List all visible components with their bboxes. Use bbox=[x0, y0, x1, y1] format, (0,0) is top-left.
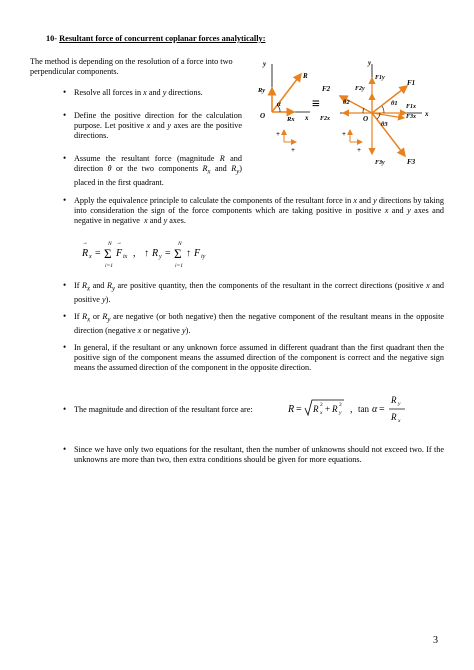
label-x: x bbox=[305, 114, 309, 122]
bullet-2: Define the positive direction for the calculation purpose. Let positive x and y axes are the positive directions. bbox=[74, 111, 242, 141]
left-diagram bbox=[257, 60, 310, 154]
svg-text:tan: tan bbox=[358, 404, 369, 414]
bullet-dot: • bbox=[63, 195, 67, 205]
bullet-3: Assume the resultant force (magnitude R and direction θ or the two components $R_x$ and $R_y$) placed in the first quadrant. bbox=[74, 154, 243, 188]
label-x: x bbox=[425, 110, 429, 118]
label-theta2: θ2 bbox=[343, 99, 350, 106]
f3x-arrow bbox=[372, 113, 404, 118]
f3-arrow bbox=[372, 113, 405, 156]
plus-x-sign: + bbox=[357, 146, 361, 154]
label-y: y bbox=[368, 59, 372, 67]
svg-text:2: 2 bbox=[339, 402, 342, 408]
page-number: 3 bbox=[433, 635, 438, 646]
svg-text:ix: ix bbox=[123, 254, 128, 260]
magnitude-direction-equations bbox=[286, 392, 416, 428]
svg-text:2: 2 bbox=[320, 402, 323, 408]
label-origin: O bbox=[363, 115, 369, 123]
svg-text:→: → bbox=[116, 240, 122, 246]
svg-text:N: N bbox=[108, 241, 112, 247]
bullet-4: Apply the equivalence principle to calculate the components of the resultant force in x and y directions by taking into consideration the sign of the force components which are taking positive in positive x and y axes and negative in negative x and y axes. bbox=[74, 196, 445, 226]
f1-arrow bbox=[372, 86, 407, 113]
svg-text:+: + bbox=[325, 404, 331, 414]
bullet-dot: • bbox=[63, 153, 67, 163]
equivalence-symbol: ≡ bbox=[312, 97, 320, 112]
svg-text:y: y bbox=[398, 401, 401, 407]
svg-text:R: R bbox=[391, 395, 397, 405]
label-f2x: F2x bbox=[320, 116, 331, 122]
bullet-7: In general, if the resultant or any unknown force assumed in different quadrant than the first quadrant then the positive sign of the component means the assumed direction of the component is correct and the negative sign means the assumed direction of the component in the opposite direction. bbox=[74, 343, 444, 373]
svg-text:F: F bbox=[116, 248, 123, 259]
svg-text:↑: ↑ bbox=[186, 248, 191, 259]
svg-text:iy: iy bbox=[201, 254, 206, 260]
svg-text:α: α bbox=[372, 404, 378, 415]
svg-text:i=1: i=1 bbox=[105, 263, 113, 269]
svg-text:=: = bbox=[379, 404, 385, 415]
svg-text:F: F bbox=[194, 248, 201, 259]
label-origin: O bbox=[260, 112, 266, 120]
label-f2y: F2y bbox=[355, 86, 365, 92]
bullet-dot: • bbox=[63, 110, 67, 120]
label-f3: F3 bbox=[407, 158, 416, 166]
svg-text:N: N bbox=[178, 241, 182, 247]
bullet-6: If $R_x$ or $R_y$ are negative (or both negative) then the negative component of the resultant means in the opposite direction (negative x or negative y). bbox=[74, 312, 444, 335]
svg-text:=: = bbox=[95, 248, 101, 259]
bullet-1: Resolve all forces in x and y directions. bbox=[74, 88, 203, 97]
label-r: R bbox=[303, 72, 308, 80]
svg-text:x: x bbox=[89, 254, 92, 260]
plus-y-sign: + bbox=[276, 130, 280, 138]
label-y: y bbox=[263, 60, 267, 68]
label-theta3: θ3 bbox=[381, 121, 388, 128]
bullet-5: If $R_x$ and $R_y$ are positive quantity, then the components of the resultant in the correct directions (positive x and positive y). bbox=[74, 281, 445, 304]
section-number: 10- bbox=[46, 34, 58, 43]
svg-text:R: R bbox=[332, 404, 338, 414]
bullet-dot: • bbox=[63, 280, 67, 290]
right-diagram bbox=[320, 59, 429, 166]
label-f1x: F1x bbox=[406, 104, 417, 110]
svg-text:R: R bbox=[152, 248, 159, 259]
label-theta1: θ1 bbox=[391, 100, 398, 107]
summation-equations bbox=[78, 236, 218, 270]
plus-y-sign: + bbox=[342, 130, 346, 138]
svg-text:y: y bbox=[159, 254, 162, 260]
intro-text: The method is depending on the resolution of a force into two perpendicular components. bbox=[30, 57, 233, 77]
section-title bbox=[46, 34, 265, 43]
bullet-dot: • bbox=[63, 342, 67, 352]
svg-text:Σ: Σ bbox=[174, 246, 182, 261]
force-resolution-figure bbox=[250, 56, 450, 168]
label-f2: F2 bbox=[322, 85, 331, 93]
svg-text:i=1: i=1 bbox=[175, 263, 183, 269]
bullet-dot: • bbox=[63, 404, 67, 414]
svg-text:R: R bbox=[313, 404, 319, 414]
svg-text:R: R bbox=[391, 412, 397, 422]
svg-text:Σ: Σ bbox=[104, 246, 112, 261]
svg-text:=: = bbox=[165, 248, 171, 259]
bullet-dot: • bbox=[63, 87, 67, 97]
label-f3y: F3y bbox=[375, 160, 385, 166]
bullet-dot: • bbox=[63, 444, 67, 454]
label-rx: Rx bbox=[287, 116, 295, 123]
svg-text:,: , bbox=[350, 404, 353, 415]
svg-text:R: R bbox=[288, 404, 295, 415]
svg-text:x: x bbox=[398, 418, 401, 424]
svg-text:x: x bbox=[320, 410, 323, 416]
section-title-text: Resultant force of concurrent coplanar forces analytically: bbox=[59, 34, 266, 43]
label-f3x: F3x bbox=[406, 114, 417, 120]
plus-x-sign: + bbox=[291, 146, 295, 154]
bullet-8: The magnitude and direction of the resultant force are: bbox=[74, 405, 253, 414]
svg-text:R: R bbox=[82, 248, 89, 259]
svg-text:→: → bbox=[82, 240, 88, 246]
label-f1y: F1y bbox=[375, 75, 385, 81]
svg-text:y: y bbox=[339, 410, 342, 416]
label-f1: F1 bbox=[407, 79, 416, 87]
bullet-9: Since we have only two equations for the resultant, then the number of unknowns should not exceed two. If the unknowns are more than two, then extra conditions should be given for more equations. bbox=[74, 445, 444, 465]
label-alpha: α bbox=[277, 100, 281, 108]
svg-text:↑: ↑ bbox=[144, 248, 149, 259]
bullet-dot: • bbox=[63, 311, 67, 321]
label-ry: Ry bbox=[258, 87, 266, 94]
svg-text:,: , bbox=[133, 248, 136, 259]
svg-text:=: = bbox=[296, 404, 302, 415]
